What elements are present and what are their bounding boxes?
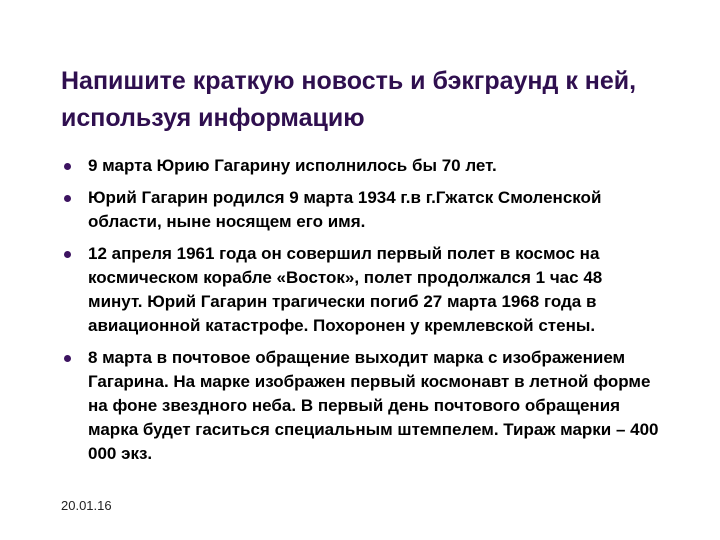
bullet-text: Юрий Гагарин родился 9 марта 1934 г.в г.Гжатск Смоленской области, ныне носящем его имя. <box>88 188 602 231</box>
bullet-icon <box>64 355 71 362</box>
bullet-text: 8 марта в почтовое обращение выходит марка с изображением Гагарина. На марке изображен первый космонавт в летной форме на фоне звездного неба. В первый день почтового обращения марка будет гаситься специальным штемпелем. Тираж марки – 400 000 экз. <box>88 348 659 463</box>
bullet-item <box>61 154 661 178</box>
bullet-icon <box>64 195 71 202</box>
bullet-item <box>61 186 661 234</box>
bullet-text: 9 марта Юрию Гагарину исполнилось бы 70 лет. <box>88 156 497 175</box>
bullet-item <box>61 346 661 466</box>
footer-date: 20.01.16 <box>61 498 112 513</box>
slide-title: Напишите краткую новость и бэкграунд к ней, используя информацию <box>61 67 637 132</box>
bullet-text: 12 апреля 1961 года он совершил первый полет в космос на космическом корабле «Восток», полет продолжался 1 час 48 минут. Юрий Гагарин трагически погиб 27 марта 1968 года в авиационной катастрофе. Похоронен у кремлевской стены. <box>88 244 603 335</box>
bullet-item <box>61 242 661 338</box>
bullet-icon <box>64 163 71 170</box>
bullet-icon <box>64 251 71 258</box>
bullet-list <box>61 154 661 474</box>
